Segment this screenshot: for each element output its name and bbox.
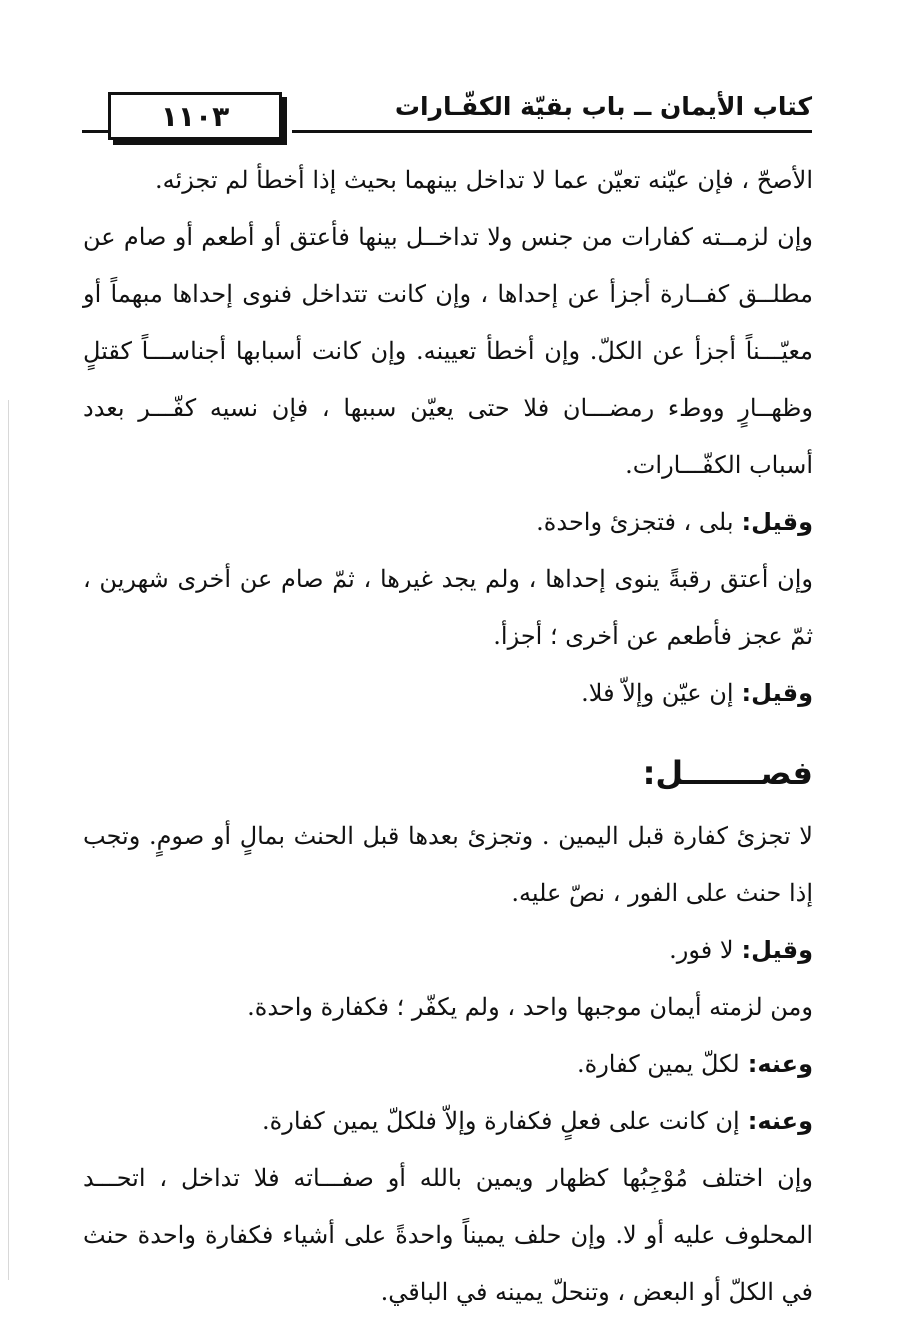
header-rule: [292, 130, 812, 133]
paragraph: الأصحّ ، فإن عيّنه تعيّن عما لا تداخل بينهما بحيث إذا أخطأ لم تجزئه.: [155, 166, 813, 194]
body-text: [83, 152, 813, 1321]
anhu-label: وعنه:: [747, 1107, 813, 1135]
scan-edge-line: [8, 400, 9, 1280]
anhu-paragraph: [83, 1036, 813, 1093]
page-number: ١١٠٣: [160, 99, 230, 133]
paragraph: وإن اختلف مُوْجِبُها كظهار ويمين بالله أو صفـــاته فلا تداخل ، اتحـــد المحلوف عليه أو لا. وإن حلف يميناً واحدةً على أشياء فكفارة واحدة حنث في الكلّ أو البعض ، وتنحلّ يمينه في الباقي.: [83, 1164, 813, 1306]
paragraph: وإن لزمــته كفارات من جنس ولا تداخــل بينها فأعتق أو أطعم أو صام عن مطلــق كفــارة أجزأ عن إحداها ، وإن كانت تتداخل فنوى إحداها مبهماً أو معيّـــناً أجزأ عن الكلّ. وإن أخطأ تعيينه. وإن كانت أسبابها أجناســـاً كقتلٍ وظهــارٍ ووطء رمضـــان فلا حتى يعيّن سببها ، فإن نسيه كفّـــر بعدد أسباب الكفّـــارات.: [83, 223, 813, 479]
anhu-text: إن كانت على فعلٍ فكفارة وإلاّ فلكلّ يمين كفارة.: [262, 1107, 740, 1135]
section-heading: فصـــــــل:: [642, 754, 813, 792]
page-number-box: [108, 92, 282, 140]
qila-text: بلى ، فتجزئ واحدة.: [536, 508, 734, 536]
header-title: [292, 92, 812, 132]
anhu-paragraph: [83, 1093, 813, 1150]
paragraph: ومن لزمته أيمان موجبها واحد ، ولم يكفّر ؛ فكفارة واحدة.: [247, 993, 813, 1021]
paragraph: لا تجزئ كفارة قبل اليمين . وتجزئ بعدها قبل الحنث بمالٍ أو صومٍ. وتجب إذا حنث على الفور ، نصّ عليه.: [83, 822, 813, 907]
qila-label: وقيل:: [741, 679, 813, 707]
qila-label: وقيل:: [741, 508, 813, 536]
qila-text: لا فور.: [669, 936, 734, 964]
qila-paragraph: [83, 922, 813, 979]
anhu-text: لكلّ يمين كفارة.: [576, 1050, 740, 1078]
qila-label: وقيل:: [741, 936, 813, 964]
paragraph: وإن أعتق رقبةً ينوى إحداها ، ولم يجد غيرها ، ثمّ صام عن أخرى شهرين ، ثمّ عجز فأطعم عن أخرى ؛ أجزأ.: [83, 565, 813, 650]
header-rule-left: [82, 130, 110, 133]
anhu-label: وعنه:: [747, 1050, 813, 1078]
running-header: [82, 88, 812, 148]
header-title-text: كتاب الأيمان ــ باب بقيّة الكفّـارات: [394, 92, 812, 121]
qila-paragraph: [83, 494, 813, 551]
qila-paragraph: [83, 665, 813, 722]
qila-text: إن عيّن وإلاّ فلا.: [581, 679, 734, 707]
